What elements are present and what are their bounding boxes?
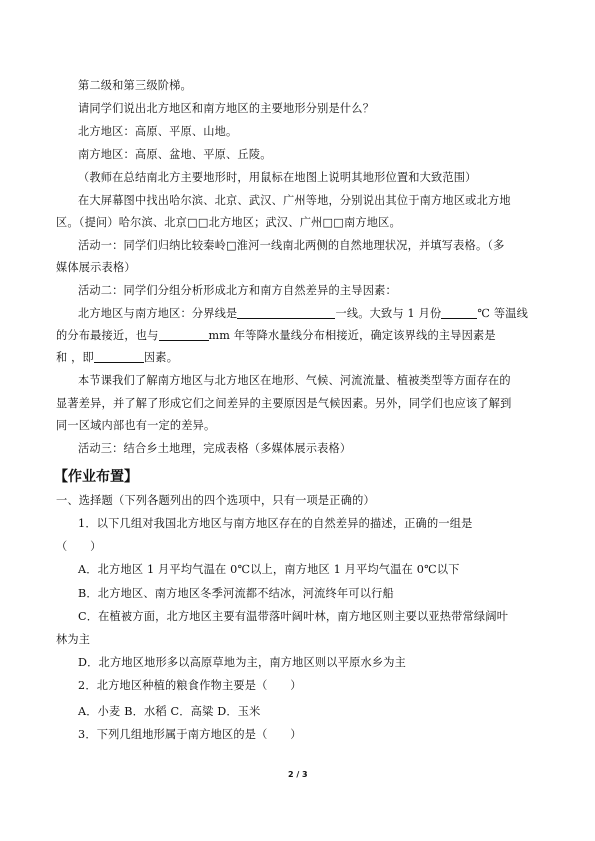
text-segment: 因素。 bbox=[143, 351, 179, 364]
page-number: 2 / 3 bbox=[288, 770, 308, 779]
option-d: D．北方地区地形多以高原草地为主，南方地区则以平原水乡为主 bbox=[78, 656, 407, 669]
question-3: 3．下列几组地形属于南方地区的是（ ） bbox=[78, 728, 302, 741]
question-2: 2．北方地区种植的粮食作物主要是（ ） bbox=[78, 679, 302, 692]
text-line: 同一区域内部也有一定的差异。 bbox=[56, 419, 216, 432]
text-line: 区。（提问）哈尔滨、北京□□北方地区；武汉、广州□□南方地区。 bbox=[56, 216, 401, 229]
option-c-continued: 林为主 bbox=[56, 633, 91, 646]
text-segment: 和 ，即 bbox=[56, 351, 94, 364]
text-line: 显著差异，并了解了形成它们之间差异的主要原因是气候因素。另外，同学们也应该了解到 bbox=[56, 397, 512, 410]
question-intro: 一、选择题（下列各题列出的四个选项中，只有一项是正确的） bbox=[56, 494, 375, 507]
text-segment: ℃ 等温线 bbox=[477, 307, 529, 320]
text-line: 在大屏幕图中找出哈尔滨、北京、武汉、广州等地，分别说出其位于南方地区或北方地 bbox=[78, 194, 511, 207]
text-line: 本节课我们了解南方地区与北方地区在地形、气候、河流流量、植被类型等方面存在的 bbox=[78, 374, 511, 387]
text-line: 活动一：同学们归纳比较秦岭□淮河一线南北两侧的自然地理状况，并填写表格。（多 bbox=[78, 239, 505, 252]
option-b: B．北方地区、南方地区冬季河流都不结冰，河流终年可以行船 bbox=[78, 587, 394, 600]
text-line: 媒体展示表格） bbox=[56, 261, 136, 274]
fill-blank-line bbox=[78, 306, 528, 322]
text-segment: mm 年等降水量线分布相接近，确定该界线的主导因素是 bbox=[208, 329, 496, 342]
option-a: A．北方地区 1 月平均气温在 0℃以上，南方地区 1 月平均气温在 0℃以下 bbox=[78, 563, 460, 576]
answer-blank bbox=[237, 307, 335, 319]
option-c: C．在植被方面，北方地区主要有温带落叶阔叶林，南方地区则主要以亚热带常绿阔叶 bbox=[78, 610, 509, 623]
text-segment: 北方地区与南方地区：分界线是 bbox=[78, 307, 238, 320]
text-segment: 一线。大致与 1 月份 bbox=[335, 307, 442, 320]
answer-paren: （ ） bbox=[56, 540, 102, 553]
answer-blank bbox=[159, 329, 209, 341]
question-1: 1．以下几组对我国北方地区与南方地区存在的自然差异的描述，正确的一组是 bbox=[78, 517, 473, 530]
text-line: 请同学们说出北方地区和南方地区的主要地形分别是什么？ bbox=[78, 102, 375, 115]
fill-blank-line bbox=[56, 328, 496, 344]
section-heading: 【作业布置】 bbox=[54, 469, 138, 485]
answer-blank bbox=[94, 351, 144, 363]
text-line: 南方地区：高原、盆地、平原、丘陵。 bbox=[78, 148, 272, 161]
text-line: 活动三：结合乡土地理，完成表格（多媒体展示表格） bbox=[78, 442, 352, 455]
text-line: 活动二：同学们分组分析形成北方和南方自然差异的主导因素： bbox=[78, 284, 397, 297]
answer-blank bbox=[441, 307, 477, 319]
fill-blank-line bbox=[56, 350, 178, 366]
text-line: 第二级和第三级阶梯。 bbox=[78, 79, 192, 92]
question-2-options: A．小麦 B．水稻 C．高粱 D．玉米 bbox=[78, 705, 261, 718]
text-line: 北方地区：高原、平原、山地。 bbox=[78, 125, 238, 138]
text-line: （教师在总结南北方主要地形时，用鼠标在地图上说明其地形位置和大致范围） bbox=[78, 171, 477, 184]
text-segment: 的分布最接近，也与 bbox=[56, 329, 159, 342]
